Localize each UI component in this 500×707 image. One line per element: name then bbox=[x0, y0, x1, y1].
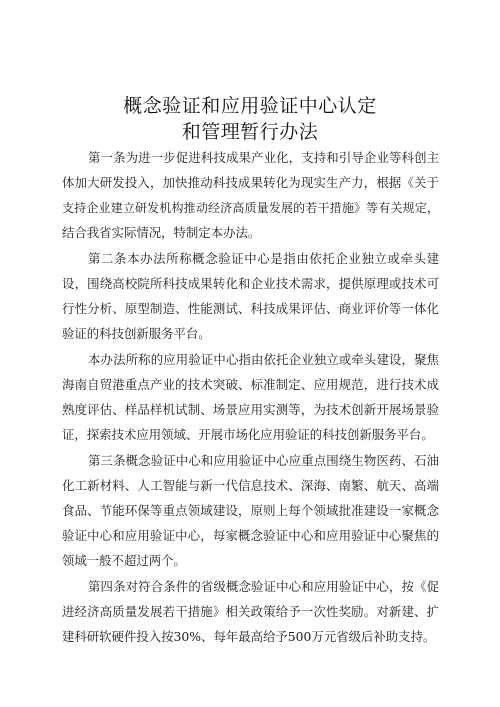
document-title-line-1: 概念验证和应用验证中心认定 bbox=[123, 95, 377, 117]
paragraph-2-line-3: 行性分析、原型制造、性能测试、科技成果评估、商业评价等一体化 bbox=[62, 301, 439, 316]
paragraph-4-line-4: 验证中心和应用验证中心，每家概念验证中心和应用验证中心聚焦的 bbox=[62, 528, 439, 543]
paragraph-1-line-2: 体加大研发投入，加快推动科技成果转化为现实生产力，根据《关于 bbox=[62, 175, 439, 190]
paragraph-2-line-4: 验证的科技创新服务平台。 bbox=[62, 326, 211, 341]
paragraph-3-line-2: 海南自贸港重点产业的技术突破、标准制定、应用规范，进行技术成 bbox=[62, 377, 439, 392]
paragraph-3-line-3: 熟度评估、样品样机试制、场景应用实测等，为技术创新开展场景验 bbox=[62, 402, 439, 417]
paragraph-5-line-3: 建科研软硬件投入按30%、每年最高给予500万元省级后补助支持。 bbox=[62, 629, 436, 644]
paragraph-3-line-1: 本办法所称的应用验证中心指由依托企业独立或牵头建设，聚焦 bbox=[88, 352, 439, 367]
paragraph-1-line-1: 第一条为进一步促进科技成果产业化，支持和引导企业等科创主 bbox=[88, 150, 439, 165]
paragraph-5-line-1: 第四条对符合条件的省级概念验证中心和应用验证中心，按《促 bbox=[88, 579, 439, 594]
paragraph-3-line-4: 证，探索技术应用领域、开展市场化应用验证的科技创新服务平台。 bbox=[62, 427, 434, 442]
paragraph-5-line-2: 进经济高质量发展若干措施》相关政策给予一次性奖励。对新建、扩 bbox=[62, 604, 439, 619]
paragraph-2-line-1: 第二条本办法所称概念验证中心是指由依托企业独立或牵头建 bbox=[88, 251, 439, 266]
document-title-line-2: 和管理暂行办法 bbox=[181, 121, 319, 143]
paragraph-4-line-3: 食品、节能环保等重点领域建设，原则上每个领域批准建设一家概念 bbox=[62, 503, 439, 518]
paragraph-1-line-4: 结合我省实际情况，特制定本办法。 bbox=[62, 225, 261, 240]
paragraph-4-line-2: 化工新材料、人工智能与新一代信息技术、深海、南繁、航天、高端 bbox=[62, 478, 439, 493]
paragraph-2-line-2: 设，围绕高校院所科技成果转化和企业技术需求，提供原理或技术可 bbox=[62, 276, 439, 291]
paragraph-4-line-1: 第三条概念验证中心和应用验证中心应重点围绕生物医药、石油 bbox=[88, 453, 439, 468]
paragraph-1-line-3: 支持企业建立研发机构推动经济高质量发展的若干措施》等有关规定， bbox=[62, 201, 439, 215]
paragraph-4-line-5: 领域一般不超过两个。 bbox=[62, 553, 186, 568]
